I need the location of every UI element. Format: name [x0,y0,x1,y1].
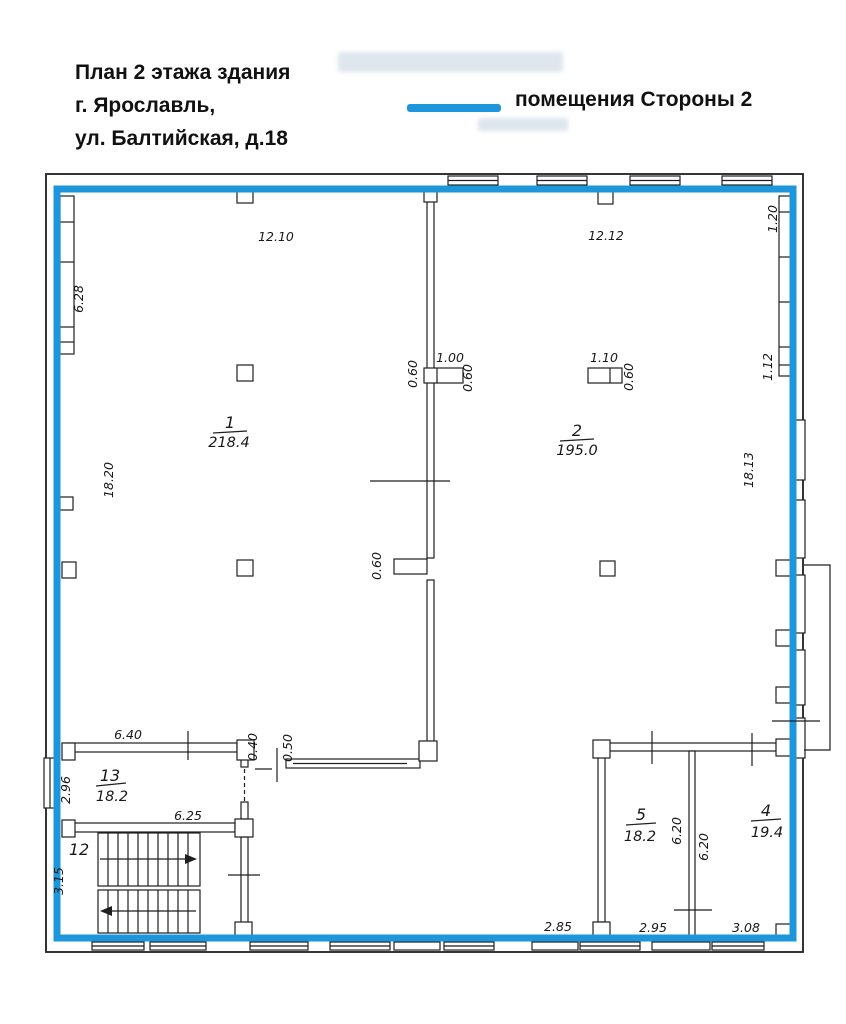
dim-room12-width: 6.25 [174,808,202,823]
dim-right-window-top: 1.20 [765,205,780,233]
room-13-number: 13 [99,766,121,785]
room-4-area: 19.4 [750,825,784,841]
title-line-2: г. Ярославль, [75,94,216,117]
dim-top-left: 12.10 [258,229,294,244]
dim-pier2-side: 0.60 [621,363,636,391]
room-4-number: 4 [760,801,772,820]
dim-top-right: 12.12 [588,228,624,243]
dim-room4-depth: 6.20 [696,833,711,861]
room-5-number: 5 [635,805,647,824]
dim-left-depth: 18.20 [101,462,116,498]
dim-room13-depth: 2.96 [58,776,73,804]
dim-bottom-room4: 3.08 [732,920,760,935]
room-12-number: 12 [68,840,90,859]
dim-right-window-mid: 1.12 [760,353,775,381]
door-ticks [188,481,820,910]
title-line-3: ул. Балтийская, д.18 [75,127,288,150]
dim-room13-width: 6.40 [114,727,142,742]
dim-pier1-right: 0.60 [460,364,475,392]
dim-door-050: 0.50 [280,734,295,762]
dim-room5-depth: 6.20 [669,817,684,845]
room-13-area: 18.2 [95,789,129,805]
room-2-area: 195.0 [556,443,598,459]
legend-label: помещения Стороны 2 [515,88,753,111]
dim-stair-depth: 3.15 [51,867,66,895]
dim-door-040: 0.40 [245,733,260,761]
room-labels [69,413,783,859]
dim-left-windows: 6.28 [71,285,86,313]
dim-right-depth: 18.13 [741,452,756,488]
dim-bottom-corridor: 2.85 [544,919,572,934]
dim-pier1-width: 1.00 [436,350,464,365]
room-1-area: 218.4 [208,435,250,451]
title-line-1: План 2 этажа здания [75,61,291,84]
stairs [98,833,200,933]
dim-pier1-left: 0.60 [405,360,420,388]
room-5-area: 18.2 [623,829,657,845]
dim-pier2-width: 1.10 [590,350,618,365]
room-2-number: 2 [571,421,583,440]
dim-pier-mid: 0.60 [369,552,384,580]
dim-bottom-room5: 2.95 [639,920,667,935]
balcony [804,565,830,750]
room-1-number: 1 [224,413,236,432]
